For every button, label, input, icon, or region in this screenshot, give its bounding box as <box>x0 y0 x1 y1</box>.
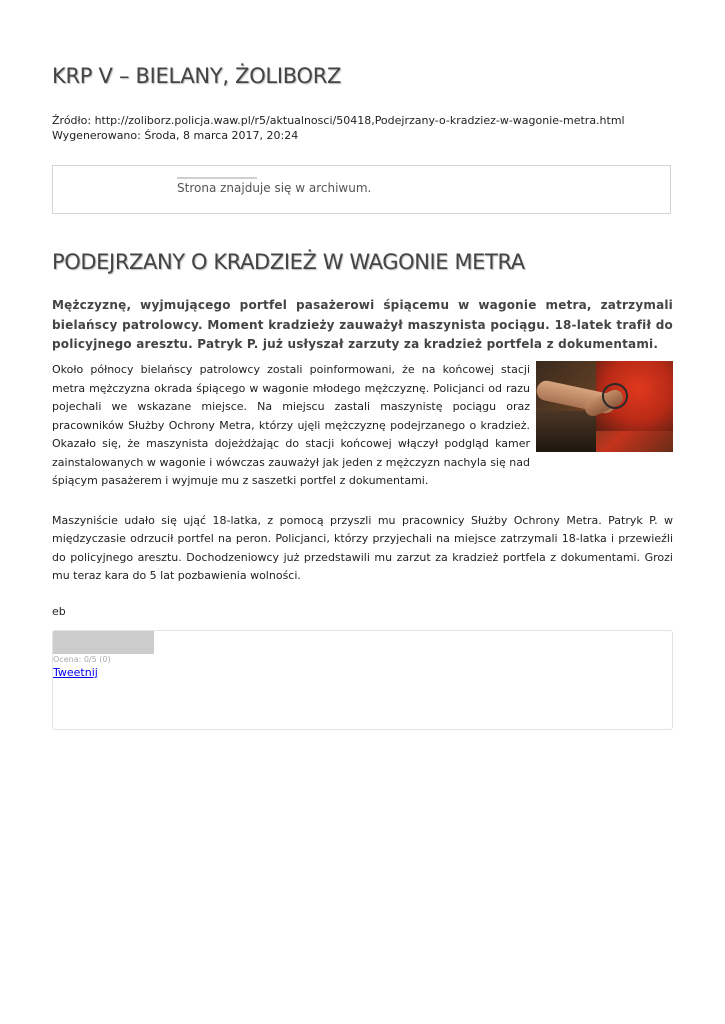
rating-text: Ocena: 0/5 (0) <box>53 655 111 664</box>
archive-notice-text: Strona znajduje się w archiwum. <box>177 181 372 195</box>
article-body <box>52 361 673 618</box>
source-line: Źródło: http://zoliborz.policja.waw.pl/r5/aktualnosci/50418,Podejrzany-o-kradziez-w-wagonie-metra.html <box>52 114 625 127</box>
article-paragraph-1: Około północy bielańscy patrolowcy zostali poinformowani, że na końcowej stacji metra mężczyzna okrada śpiącego w wagonie młodego mężczyznę. Policjanci od razu pojechali we wskazane miejsce. Na miejscu zastali maszynistę pociągu oraz pracowników Służby Ochrony Metra, którzy ujęli mężczyznę podejrzanego o kradzież. Okazało się, że maszynista dojeżdżając do stacji końcowej włączył podgląd kamer zainstalowanych w wagonie i wówczas zauważył jak jeden z mężczyzn nachyla się nad śpiącym pasażerem i wyjmuje mu z saszetki portfel z dokumentami. <box>52 363 530 487</box>
generated-line: Wygenerowano: Środa, 8 marca 2017, 20:24 <box>52 129 299 142</box>
article-paragraph-2: Maszyniście udało się ująć 18-latka, z pomocą przyszli mu pracownicy Służby Ochrony Metra. Patryk P. w międzyczasie odrzucił portfel na peron. Policjanci, którzy przyjechali na miejsce zatrzymali 18-latka i przewieźli do policyjnego aresztu. Dochodzeniowcy już przedstawili mu zarzut za kradzież portfela z dokumentami. Grozi mu teraz kara do 5 lat pozbawienia wolności. <box>52 513 673 582</box>
archive-divider <box>177 177 257 179</box>
article-photo <box>536 361 673 452</box>
article-signature: eb <box>52 604 66 618</box>
article-lead: Mężczyznę, wyjmującego portfel pasażerowi śpiącemu w wagonie metra, zatrzymali bielańscy patrolowcy. Moment kradzieży zauważył maszynista pociągu. 18-latek trafił do policyjnego aresztu. Patryk P. już usłyszał zarzuty za kradzież portfela z dokumentami. <box>52 298 673 351</box>
photo-handcuffs-shape <box>602 383 628 409</box>
rating-stars-bar[interactable] <box>53 631 154 654</box>
article-title: PODEJRZANY O KRADZIEŻ W WAGONIE METRA <box>52 250 525 274</box>
rating-box <box>52 630 673 730</box>
archive-notice-box <box>52 165 671 214</box>
site-title: KRP V – BIELANY, ŻOLIBORZ <box>52 64 342 88</box>
source-meta <box>52 113 625 143</box>
photo-shadow-shape <box>536 411 596 452</box>
tweet-link[interactable]: Tweetnij <box>53 666 98 679</box>
